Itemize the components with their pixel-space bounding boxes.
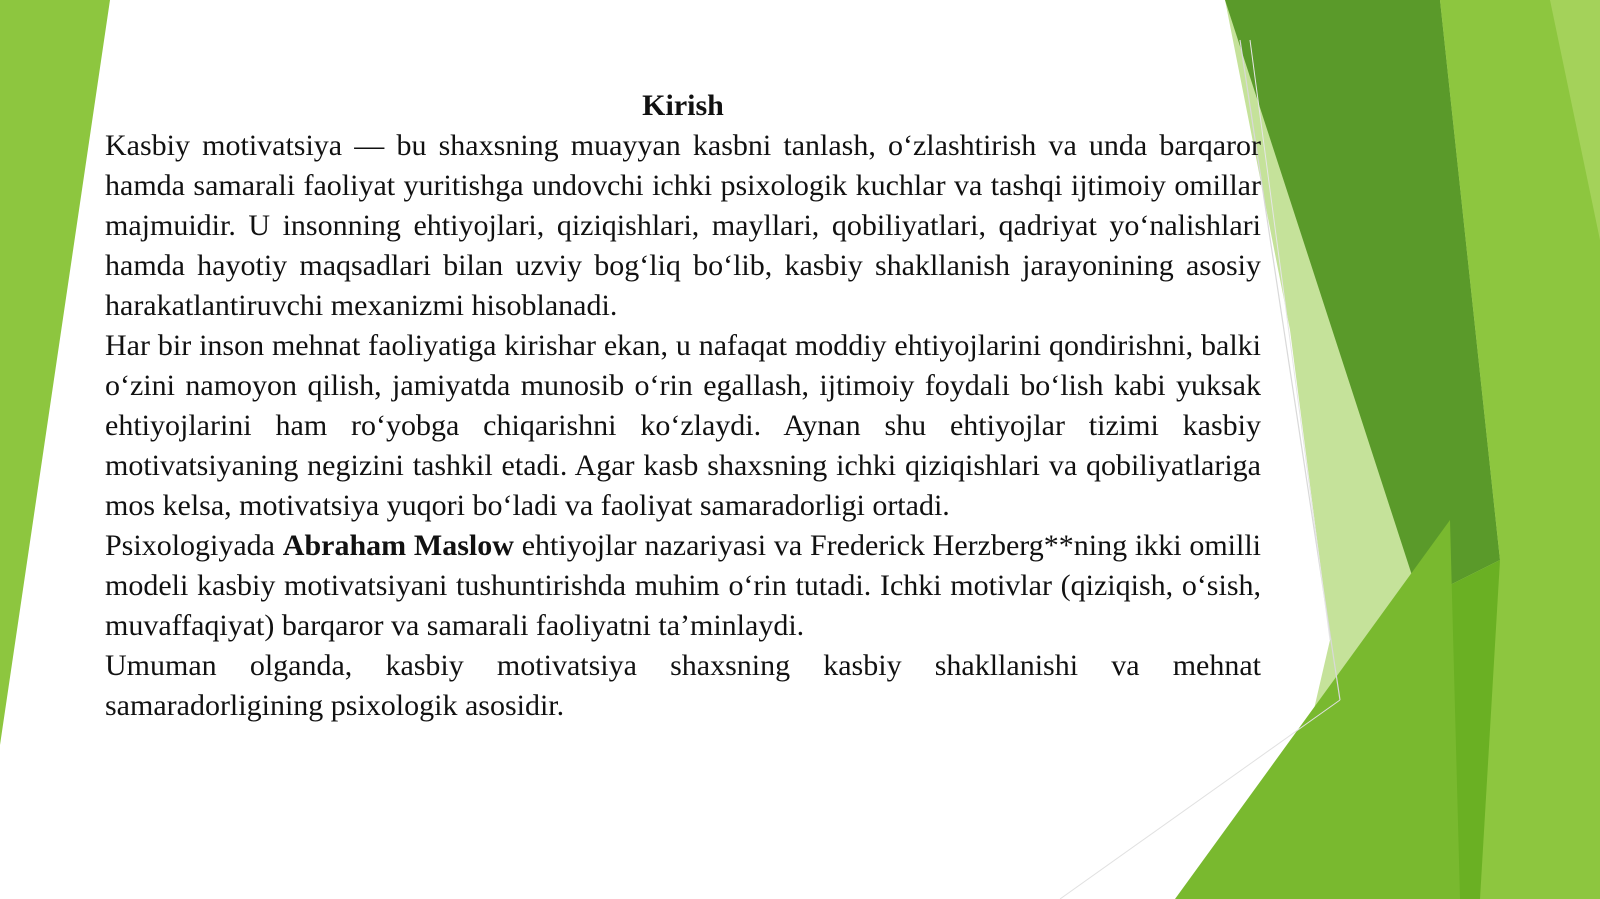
paragraph-3-bold-name: Abraham Maslow (282, 529, 514, 562)
paragraph-3-suffix: ehtiyojlar nazariyasi va Frederick Herzberg**ning ikki omilli modeli kasbiy motivatsiyani tushuntirishda muhim o‘rin tutadi. Ichki motivlar (qiziqish, o‘sish, muvaffaqiyat) barqaror va samarali faoliyatni ta’minlaydi. (105, 529, 1261, 642)
paragraph-3-prefix: Psixologiyada (105, 529, 283, 562)
paragraph-2: Har bir inson mehnat faoliyatiga kirishar ekan, u nafaqat moddiy ehtiyojlarini qondirishni, balki o‘zini namoyon qilish, jamiyatda munosib o‘rin egallash, ijtimoiy foydali bo‘lish kabi yuksak ehtiyojlarini ham ro‘yobga chiqarishni ko‘zlaydi. Aynan shu ehtiyojlar tizimi kasbiy motivatsiyaning negizini tashkil etadi. Agar kasb shaxsning ichki qiziqishlari va qobiliyatlariga mos kelsa, motivatsiya yuqori bo‘ladi va faoliyat samaradorligi ortadi. (105, 329, 1261, 522)
paragraph-1: Kasbiy motivatsiya — bu shaxsning muayyan kasbni tanlash, o‘zlashtirish va unda barqaror hamda samarali faoliyat yuritishga undovchi ichki psixologik kuchlar va tashqi ijtimoiy omillar majmuidir. U insonning ehtiyojlari, qiziqishlari, mayllari, qobiliyatlari, qadriyat yo‘nalishlari hamda hayotiy maqsadlari bilan uzviy bog‘liq bo‘lib, kasbiy shakllanish jarayonining asosiy harakatlantiruvchi mexanizmi hisoblanadi. (105, 129, 1261, 322)
paragraph-3 (105, 526, 1261, 646)
left-green-wedge (0, 0, 110, 745)
text-content (105, 86, 1261, 726)
paragraph-4: Umuman olganda, kasbiy motivatsiya shaxsning kasbiy shakllanishi va mehnat samaradorligining psixologik asosidir. (105, 649, 1261, 722)
slide-title: Kirish (642, 89, 724, 122)
